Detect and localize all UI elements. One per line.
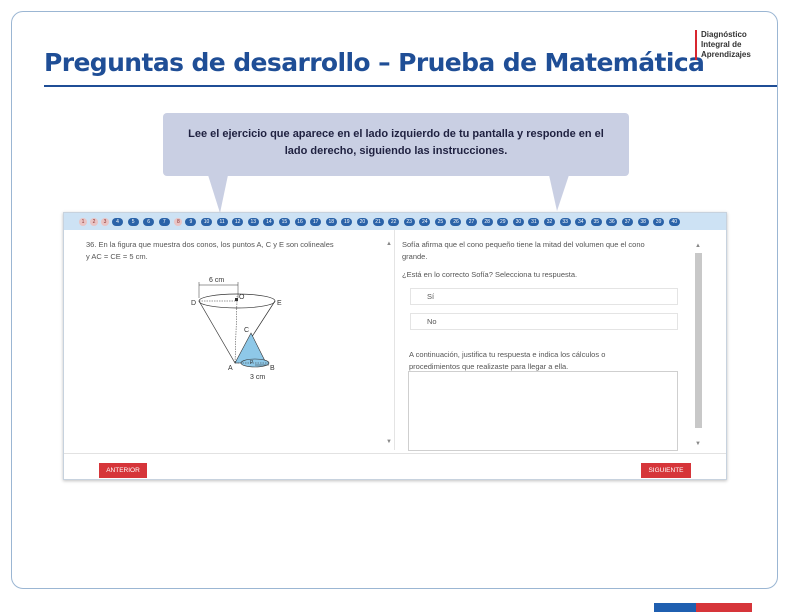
label-c: C <box>244 327 250 334</box>
label-b: B <box>270 365 275 372</box>
question-24-button[interactable]: 24 <box>419 218 430 226</box>
question-12-button[interactable]: 12 <box>232 218 243 226</box>
question-31-button[interactable]: 31 <box>528 218 539 226</box>
question-25-button[interactable]: 25 <box>435 218 446 226</box>
selection-question: ¿Está en lo correcto Sofía? Selecciona tu respuesta. <box>402 270 578 279</box>
question-27-button[interactable]: 27 <box>466 218 477 226</box>
question-29-button[interactable]: 29 <box>497 218 508 226</box>
question-15-button[interactable]: 15 <box>279 218 290 226</box>
question-38-button[interactable]: 38 <box>638 218 649 226</box>
statement-line-1: Sofía afirma que el cono pequeño tiene la mitad del volumen que el cono <box>402 240 645 249</box>
question-28-button[interactable]: 28 <box>482 218 493 226</box>
label-a: A <box>228 365 233 372</box>
question-10-button[interactable]: 10 <box>201 218 212 226</box>
label-d: D <box>191 300 197 307</box>
label-e: E <box>277 300 282 307</box>
question-36-button[interactable]: 36 <box>606 218 617 226</box>
justify-line-2: procedimientos que realizaste para llegar a ella. <box>409 362 569 371</box>
question-8-button[interactable]: 8 <box>174 218 182 226</box>
test-screen <box>63 212 727 480</box>
question-32-button[interactable]: 32 <box>544 218 555 226</box>
title-divider <box>44 85 777 87</box>
justify-instructions <box>409 349 669 373</box>
question-14-button[interactable]: 14 <box>263 218 274 226</box>
large-cone-left-edge <box>199 301 235 363</box>
question-18-button[interactable]: 18 <box>326 218 337 226</box>
question-17-button[interactable]: 17 <box>310 218 321 226</box>
brand-line-3: Aprendizajes <box>701 50 751 59</box>
question-text-line-2: y AC = CE = 5 cm. <box>86 252 148 261</box>
question-9-button[interactable]: 9 <box>185 218 196 226</box>
previous-button[interactable]: ANTERIOR <box>99 463 147 478</box>
question-navigation-bar <box>64 213 726 230</box>
pane-divider <box>394 230 395 450</box>
footer-divider <box>64 453 726 454</box>
answer-pane <box>402 239 692 281</box>
statement-line-2: grande. <box>402 252 428 261</box>
gov-logo-red <box>696 603 752 612</box>
question-30-button[interactable]: 30 <box>513 218 524 226</box>
brand-line-1: Diagnóstico <box>701 30 747 39</box>
next-button[interactable]: SIGUIENTE <box>641 463 691 478</box>
callout-line-2: lado derecho, siguiendo las instrucciones. <box>284 145 508 157</box>
bottom-measure-label: 3 cm <box>250 374 266 381</box>
question-26-button[interactable]: 26 <box>450 218 461 226</box>
gov-logo-blue <box>654 603 696 612</box>
small-cone <box>235 333 266 363</box>
brand-logo <box>695 30 751 60</box>
question-4-button[interactable]: 4 <box>112 218 123 226</box>
question-5-button[interactable]: 5 <box>128 218 139 226</box>
question-3-button[interactable]: 3 <box>101 218 109 226</box>
question-35-button[interactable]: 35 <box>591 218 602 226</box>
question-13-button[interactable]: 13 <box>248 218 259 226</box>
question-20-button[interactable]: 20 <box>357 218 368 226</box>
question-1-button[interactable]: 1 <box>79 218 87 226</box>
brand-line-2: Integral de <box>701 40 742 49</box>
page-title: Preguntas de desarrollo – Prueba de Matemática <box>44 48 705 77</box>
scroll-up-arrow-icon[interactable]: ▲ <box>386 241 392 247</box>
question-33-button[interactable]: 33 <box>560 218 571 226</box>
question-37-button[interactable]: 37 <box>622 218 633 226</box>
scroll-up-arrow-icon[interactable]: ▲ <box>695 243 701 249</box>
callout-pointer-left <box>200 175 240 215</box>
question-21-button[interactable]: 21 <box>373 218 384 226</box>
question-22-button[interactable]: 22 <box>388 218 399 226</box>
label-p: P <box>250 360 254 366</box>
callout-pointer-right <box>545 175 575 215</box>
question-23-button[interactable]: 23 <box>404 218 415 226</box>
callout-line-1: Lee el ejercicio que aparece en el lado izquierdo de tu pantalla y responde en el <box>188 128 604 140</box>
question-16-button[interactable]: 16 <box>295 218 306 226</box>
option-no[interactable]: No <box>410 313 678 330</box>
question-19-button[interactable]: 19 <box>341 218 352 226</box>
top-measure-label: 6 cm <box>209 277 225 284</box>
justify-line-1: A continuación, justifica tu respuesta e indica los cálculos o <box>409 350 606 359</box>
question-text-line-1: 36. En la figura que muestra dos conos, los puntos A, C y E son colineales <box>86 240 334 249</box>
question-34-button[interactable]: 34 <box>575 218 586 226</box>
cones-figure <box>184 273 284 388</box>
label-o: O <box>239 294 245 301</box>
right-scrollbar-thumb[interactable] <box>695 253 702 428</box>
scroll-down-arrow-icon[interactable]: ▼ <box>386 439 392 445</box>
instruction-callout <box>163 113 629 176</box>
question-11-button[interactable]: 11 <box>217 218 228 226</box>
justification-textarea[interactable] <box>408 371 678 451</box>
question-40-button[interactable]: 40 <box>669 218 680 226</box>
left-pane-scrollbar[interactable] <box>385 239 393 447</box>
question-2-button[interactable]: 2 <box>90 218 98 226</box>
question-6-button[interactable]: 6 <box>143 218 154 226</box>
option-si[interactable]: Sí <box>410 288 678 305</box>
question-39-button[interactable]: 39 <box>653 218 664 226</box>
scroll-down-arrow-icon[interactable]: ▼ <box>695 441 701 447</box>
question-7-button[interactable]: 7 <box>159 218 170 226</box>
